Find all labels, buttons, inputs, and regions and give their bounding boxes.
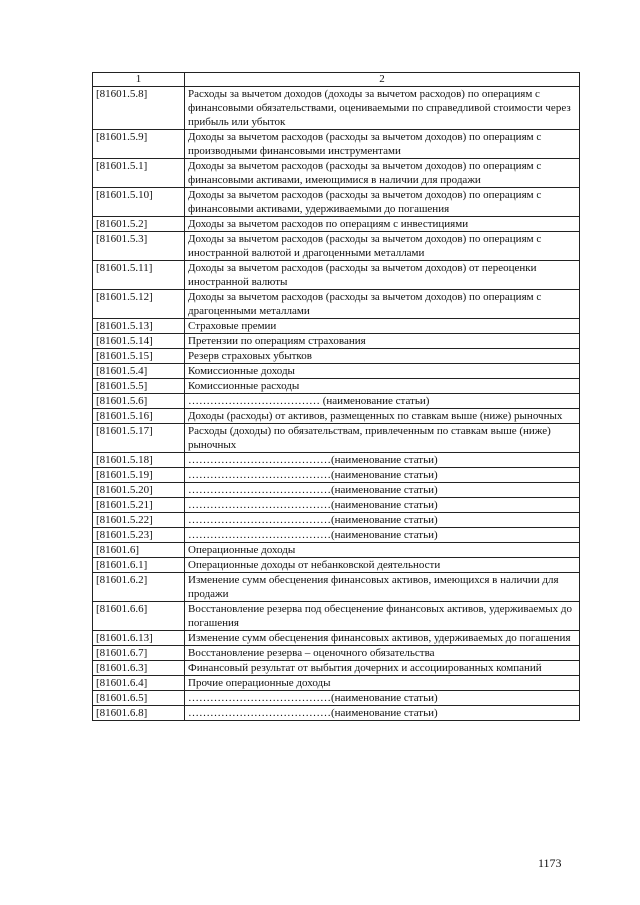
row-text: Страховые премии xyxy=(185,319,580,334)
table-row xyxy=(93,379,580,394)
table-row xyxy=(93,483,580,498)
table-row xyxy=(93,334,580,349)
column-header-1: 1 xyxy=(93,73,185,87)
row-text: …………………………………(наименование статьи) xyxy=(185,468,580,483)
row-code: [81601.5.19] xyxy=(93,468,185,483)
row-text: Операционные доходы от небанковской деятельности xyxy=(185,558,580,573)
table-row xyxy=(93,319,580,334)
table-row xyxy=(93,468,580,483)
row-code: [81601.5.10] xyxy=(93,188,185,217)
table-row xyxy=(93,498,580,513)
row-text: Доходы за вычетом расходов по операциям с инвестициями xyxy=(185,217,580,232)
row-code: [81601.5.16] xyxy=(93,409,185,424)
row-code: [81601.6.2] xyxy=(93,573,185,602)
table-row xyxy=(93,602,580,631)
row-text: …………………………………(наименование статьи) xyxy=(185,528,580,543)
row-text: Изменение сумм обесценения финансовых активов, удерживаемых до погашения xyxy=(185,631,580,646)
table-row xyxy=(93,217,580,232)
row-text: Финансовый результат от выбытия дочерних и ассоциированных компаний xyxy=(185,661,580,676)
row-code: [81601.5.20] xyxy=(93,483,185,498)
row-code: [81601.5.5] xyxy=(93,379,185,394)
page-number: 1173 xyxy=(538,856,562,870)
table-row xyxy=(93,87,580,130)
row-code: [81601.6.5] xyxy=(93,691,185,706)
table-row xyxy=(93,159,580,188)
row-code: [81601.6.8] xyxy=(93,706,185,721)
row-code: [81601.6] xyxy=(93,543,185,558)
row-code: [81601.5.23] xyxy=(93,528,185,543)
row-code: [81601.5.15] xyxy=(93,349,185,364)
table-row xyxy=(93,676,580,691)
table-row xyxy=(93,232,580,261)
row-text: …………………………………(наименование статьи) xyxy=(185,513,580,528)
row-text: Восстановление резерва – оценочного обязательства xyxy=(185,646,580,661)
table-row xyxy=(93,364,580,379)
row-text: Прочие операционные доходы xyxy=(185,676,580,691)
row-text: Восстановление резерва под обесценение финансовых активов, удерживаемых до погашения xyxy=(185,602,580,631)
table-row xyxy=(93,513,580,528)
table-row xyxy=(93,558,580,573)
table-row xyxy=(93,661,580,676)
row-text: …………………………………(наименование статьи) xyxy=(185,691,580,706)
row-code: [81601.5.21] xyxy=(93,498,185,513)
row-code: [81601.5.9] xyxy=(93,130,185,159)
row-text: …………………………………(наименование статьи) xyxy=(185,706,580,721)
row-code: [81601.5.18] xyxy=(93,453,185,468)
row-text: Претензии по операциям страхования xyxy=(185,334,580,349)
row-text: Резерв страховых убытков xyxy=(185,349,580,364)
row-text: Доходы за вычетом расходов (расходы за вычетом доходов) по операциям с иностранной валютой и драгоценными металлами xyxy=(185,232,580,261)
row-text: Комиссионные расходы xyxy=(185,379,580,394)
row-text: Комиссионные доходы xyxy=(185,364,580,379)
row-text: …………………………………(наименование статьи) xyxy=(185,498,580,513)
table-row xyxy=(93,130,580,159)
row-code: [81601.5.13] xyxy=(93,319,185,334)
table-row xyxy=(93,409,580,424)
table-row xyxy=(93,543,580,558)
row-code: [81601.5.4] xyxy=(93,364,185,379)
column-header-2: 2 xyxy=(185,73,580,87)
row-code: [81601.6.7] xyxy=(93,646,185,661)
table-row xyxy=(93,631,580,646)
row-text: Расходы (доходы) по обязательствам, привлеченным по ставкам выше (ниже) рыночных xyxy=(185,424,580,453)
table-row xyxy=(93,573,580,602)
row-text: Операционные доходы xyxy=(185,543,580,558)
table-row xyxy=(93,528,580,543)
row-code: [81601.5.8] xyxy=(93,87,185,130)
row-text: Доходы (расходы) от активов, размещенных по ставкам выше (ниже) рыночных xyxy=(185,409,580,424)
table-row xyxy=(93,646,580,661)
row-text: Расходы за вычетом доходов (доходы за вычетом расходов) по операциям с финансовыми обязательствами, оцениваемыми по справедливой стоимости через прибыль или убыток xyxy=(185,87,580,130)
table-row xyxy=(93,424,580,453)
table-row xyxy=(93,290,580,319)
row-text: …………………………………(наименование статьи) xyxy=(185,483,580,498)
table-row xyxy=(93,691,580,706)
row-text: Изменение сумм обесценения финансовых активов, имеющихся в наличии для продажи xyxy=(185,573,580,602)
document-table xyxy=(92,72,580,721)
row-code: [81601.5.2] xyxy=(93,217,185,232)
table-row xyxy=(93,453,580,468)
row-code: [81601.6.13] xyxy=(93,631,185,646)
row-text: …………………………………(наименование статьи) xyxy=(185,453,580,468)
row-text: ……………………………… (наименование статьи) xyxy=(185,394,580,409)
row-code: [81601.6.3] xyxy=(93,661,185,676)
row-text: Доходы за вычетом расходов (расходы за вычетом доходов) по операциям с производными финансовыми инструментами xyxy=(185,130,580,159)
row-code: [81601.5.14] xyxy=(93,334,185,349)
row-code: [81601.5.12] xyxy=(93,290,185,319)
table-body xyxy=(93,87,580,721)
table-row xyxy=(93,394,580,409)
header-row xyxy=(93,73,580,87)
row-code: [81601.5.17] xyxy=(93,424,185,453)
table-row xyxy=(93,188,580,217)
row-text: Доходы за вычетом расходов (расходы за вычетом доходов) по операциям с драгоценными металлами xyxy=(185,290,580,319)
row-code: [81601.5.6] xyxy=(93,394,185,409)
row-code: [81601.5.11] xyxy=(93,261,185,290)
row-code: [81601.6.1] xyxy=(93,558,185,573)
table-row xyxy=(93,706,580,721)
table-row xyxy=(93,349,580,364)
table-row xyxy=(93,261,580,290)
row-code: [81601.6.6] xyxy=(93,602,185,631)
row-code: [81601.5.1] xyxy=(93,159,185,188)
row-text: Доходы за вычетом расходов (расходы за вычетом доходов) от переоценки иностранной валюты xyxy=(185,261,580,290)
row-text: Доходы за вычетом расходов (расходы за вычетом доходов) по операциям с финансовыми активами, удерживаемыми до погашения xyxy=(185,188,580,217)
row-code: [81601.5.22] xyxy=(93,513,185,528)
row-code: [81601.6.4] xyxy=(93,676,185,691)
row-text: Доходы за вычетом расходов (расходы за вычетом доходов) по операциям с финансовыми активами, имеющимися в наличии для продажи xyxy=(185,159,580,188)
row-code: [81601.5.3] xyxy=(93,232,185,261)
